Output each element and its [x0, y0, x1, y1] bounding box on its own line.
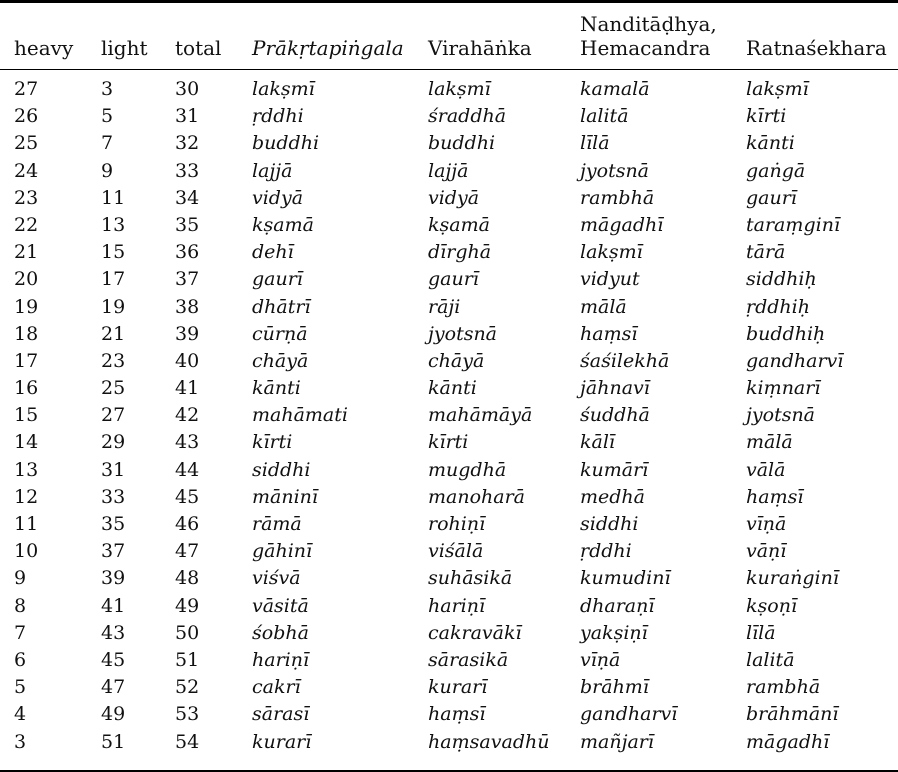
header-nanditadhya-hemacandra [580, 12, 717, 60]
prakrtapingala-cell: gaurī [252, 268, 303, 291]
nanditadhya-hemacandra-cell: śuddhā [580, 404, 650, 427]
table-row [0, 511, 898, 538]
virahanka-cell: vidyā [428, 186, 480, 209]
table-row [0, 620, 898, 647]
ratnasekhara-cell: kīrti [746, 105, 787, 128]
total-cell: 33 [175, 159, 200, 182]
prakrtapingala-cell: ṛddhi [252, 105, 304, 128]
total-cell: 44 [175, 458, 200, 481]
table-row [0, 103, 898, 130]
virahanka-cell: haṃsavadhū [428, 730, 550, 753]
table-row [0, 375, 898, 402]
light-cell: 51 [101, 730, 126, 753]
prakrtapingala-cell: māninī [252, 485, 318, 508]
heavy-cell: 10 [14, 540, 39, 563]
heavy-cell: 25 [14, 132, 39, 155]
table-row [0, 185, 898, 212]
virahanka-cell: viśālā [428, 540, 484, 563]
virahanka-cell: dīrghā [428, 241, 492, 264]
header-prakrtapingala: Prākṛtapiṅgala [252, 36, 404, 60]
prakrtapingala-cell: cūrṇā [252, 322, 308, 345]
light-cell: 41 [101, 594, 126, 617]
total-cell: 50 [175, 621, 200, 644]
virahanka-cell: cakravākī [428, 621, 522, 644]
virahanka-cell: sārasikā [428, 648, 509, 671]
virahanka-cell: kurarī [428, 676, 488, 699]
light-cell: 11 [101, 186, 126, 209]
header-light: light [101, 36, 148, 60]
total-cell: 39 [175, 322, 200, 345]
prakrtapingala-cell: viśvā [252, 567, 301, 590]
prakrtapingala-cell: rāmā [252, 513, 302, 535]
total-cell: 40 [175, 349, 200, 372]
virahanka-cell: kṣamā [428, 213, 490, 236]
prakrtapingala-cell: dehī [252, 241, 294, 264]
virahanka-cell: buddhi [428, 132, 496, 155]
nanditadhya-hemacandra-cell: kālī [580, 431, 615, 454]
table-row [0, 294, 898, 321]
heavy-cell: 3 [14, 730, 27, 753]
heavy-cell: 14 [14, 431, 39, 454]
prakrtapingala-cell: kurarī [252, 730, 312, 753]
heavy-cell: 17 [14, 349, 39, 372]
virahanka-cell: hariṇī [428, 594, 486, 617]
total-cell: 51 [175, 648, 200, 671]
light-cell: 49 [101, 703, 126, 726]
prakrtapingala-cell: śobhā [252, 621, 309, 644]
heavy-cell: 22 [14, 213, 39, 236]
heavy-cell: 5 [14, 676, 27, 699]
heavy-cell: 8 [14, 594, 27, 617]
nanditadhya-hemacandra-cell: gandharvī [580, 703, 678, 726]
prakrtapingala-cell: vidyā [252, 186, 304, 209]
virahanka-cell: gaurī [428, 268, 479, 291]
table-row [0, 484, 898, 511]
virahanka-cell: rohiṇī [428, 513, 486, 535]
light-cell: 5 [101, 105, 114, 128]
total-cell: 48 [175, 567, 200, 590]
table-row [0, 593, 898, 620]
header-hemacandra: Hemacandra [580, 36, 711, 60]
virahanka-cell: kānti [428, 377, 477, 400]
total-cell: 31 [175, 105, 200, 128]
nanditadhya-hemacandra-cell: ṛddhi [580, 540, 632, 563]
heavy-cell: 13 [14, 458, 39, 481]
light-cell: 3 [101, 78, 114, 100]
table-top-rule [0, 0, 898, 3]
table-header-rule [0, 69, 898, 70]
table-row [0, 647, 898, 674]
light-cell: 21 [101, 322, 126, 345]
virahanka-cell: chāyā [428, 349, 485, 372]
ratnasekhara-cell: gaṅgā [746, 159, 806, 182]
header-total: total [175, 36, 222, 60]
prakrtapingala-cell: lajjā [252, 159, 293, 182]
table-row [0, 565, 898, 592]
light-cell: 31 [101, 458, 126, 481]
light-cell: 13 [101, 213, 126, 236]
prakrtapingala-cell: hariṇī [252, 648, 310, 671]
ratnasekhara-cell: jyotsnā [746, 404, 816, 427]
nanditadhya-hemacandra-cell: rambhā [580, 186, 655, 209]
table-row [0, 76, 898, 103]
ratnasekhara-cell: māgadhī [746, 730, 830, 753]
ratnasekhara-cell: līlā [746, 621, 776, 644]
heavy-cell: 20 [14, 268, 39, 291]
prakrtapingala-cell: sārasī [252, 703, 310, 726]
nanditadhya-hemacandra-cell: medhā [580, 485, 645, 508]
table-row [0, 321, 898, 348]
table-body [0, 76, 898, 756]
total-cell: 52 [175, 676, 200, 699]
nanditadhya-hemacandra-cell: jyotsnā [580, 159, 650, 182]
ratnasekhara-cell: kiṃnarī [746, 377, 821, 400]
prakrtapingala-cell: siddhi [252, 458, 311, 481]
nanditadhya-hemacandra-cell: kumudinī [580, 567, 671, 590]
ratnasekhara-cell: buddhiḥ [746, 322, 826, 345]
heavy-cell: 12 [14, 485, 39, 508]
total-cell: 37 [175, 268, 200, 291]
ratnasekhara-cell: kṣoṇī [746, 594, 798, 617]
virahanka-cell: jyotsnā [428, 322, 498, 345]
heavy-cell: 16 [14, 377, 39, 400]
heavy-cell: 19 [14, 295, 39, 318]
heavy-cell: 26 [14, 105, 39, 128]
nanditadhya-hemacandra-cell: lakṣmī [580, 241, 643, 264]
heavy-cell: 9 [14, 567, 27, 590]
nanditadhya-hemacandra-cell: jāhnavī [580, 377, 650, 400]
heavy-cell: 15 [14, 404, 39, 427]
total-cell: 34 [175, 186, 200, 209]
total-cell: 36 [175, 241, 200, 264]
nanditadhya-hemacandra-cell: kumārī [580, 458, 649, 481]
ratnasekhara-cell: mālā [746, 431, 793, 454]
prakrtapingala-cell: kānti [252, 377, 301, 400]
light-cell: 9 [101, 159, 114, 182]
light-cell: 25 [101, 377, 126, 400]
virahanka-cell: śraddhā [428, 105, 507, 128]
light-cell: 33 [101, 485, 126, 508]
nanditadhya-hemacandra-cell: līlā [580, 132, 610, 155]
light-cell: 45 [101, 648, 126, 671]
nanditadhya-hemacandra-cell: mañjarī [580, 730, 654, 753]
ratnasekhara-cell: kānti [746, 132, 795, 155]
heavy-cell: 4 [14, 703, 27, 726]
table-row [0, 212, 898, 239]
prakrtapingala-cell: cakrī [252, 676, 301, 699]
ratnasekhara-cell: tārā [746, 241, 786, 264]
heavy-cell: 6 [14, 648, 27, 671]
virahanka-cell: kīrti [428, 431, 469, 454]
table-row [0, 266, 898, 293]
heavy-cell: 21 [14, 241, 39, 264]
ratnasekhara-cell: ṛddhiḥ [746, 295, 810, 318]
light-cell: 23 [101, 349, 126, 372]
prakrtapingala-cell: mahāmati [252, 404, 348, 427]
virahanka-cell: manoharā [428, 485, 525, 508]
total-cell: 43 [175, 431, 200, 454]
total-cell: 38 [175, 295, 200, 318]
table-row [0, 674, 898, 701]
table-header [0, 8, 898, 66]
light-cell: 19 [101, 295, 126, 318]
table-row [0, 538, 898, 565]
nanditadhya-hemacandra-cell: haṃsī [580, 322, 638, 345]
table-row [0, 701, 898, 728]
prakrtapingala-cell: lakṣmī [252, 78, 315, 100]
virahanka-cell: mahāmāyā [428, 404, 533, 427]
prakrtapingala-cell: vāsitā [252, 594, 309, 617]
nanditadhya-hemacandra-cell: lalitā [580, 105, 629, 128]
total-cell: 45 [175, 485, 200, 508]
table-row [0, 402, 898, 429]
nanditadhya-hemacandra-cell: dharaṇī [580, 594, 655, 617]
prakrtapingala-cell: buddhi [252, 132, 320, 155]
table-row [0, 729, 898, 756]
table-row [0, 429, 898, 456]
table-row [0, 348, 898, 375]
virahanka-cell: haṃsī [428, 703, 486, 726]
nanditadhya-hemacandra-cell: brāhmī [580, 676, 649, 699]
nanditadhya-hemacandra-cell: mālā [580, 295, 627, 318]
virahanka-cell: lakṣmī [428, 78, 491, 100]
light-cell: 29 [101, 431, 126, 454]
light-cell: 27 [101, 404, 126, 427]
prakrtapingala-cell: gāhinī [252, 540, 313, 563]
total-cell: 54 [175, 730, 200, 753]
heavy-cell: 23 [14, 186, 39, 209]
ratnasekhara-cell: gaurī [746, 186, 797, 209]
ratnasekhara-cell: vīṇā [746, 513, 787, 535]
prakrtapingala-cell: dhātrī [252, 295, 311, 318]
ratnasekhara-cell: vālā [746, 458, 786, 481]
virahanka-cell: mugdhā [428, 458, 507, 481]
table-row [0, 457, 898, 484]
ratnasekhara-cell: lalitā [746, 648, 795, 671]
light-cell: 35 [101, 513, 126, 535]
light-cell: 47 [101, 676, 126, 699]
table-row [0, 130, 898, 157]
heavy-cell: 27 [14, 78, 39, 100]
ratnasekhara-cell: lakṣmī [746, 78, 809, 100]
prakrtapingala-cell: chāyā [252, 349, 309, 372]
ratnasekhara-cell: vāṇī [746, 540, 787, 563]
light-cell: 15 [101, 241, 126, 264]
nanditadhya-hemacandra-cell: kamalā [580, 78, 650, 100]
virahanka-cell: rāji [428, 295, 461, 318]
total-cell: 42 [175, 404, 200, 427]
ratnasekhara-cell: rambhā [746, 676, 821, 699]
header-ratnasekhara: Ratnaśekhara [746, 36, 887, 60]
virahanka-cell: suhāsikā [428, 567, 513, 590]
heavy-cell: 11 [14, 513, 39, 535]
ratnasekhara-cell: haṃsī [746, 485, 804, 508]
nanditadhya-hemacandra-cell: siddhi [580, 513, 639, 535]
light-cell: 7 [101, 132, 114, 155]
nanditadhya-hemacandra-cell: vīṇā [580, 648, 621, 671]
nanditadhya-hemacandra-cell: vidyut [580, 268, 640, 291]
total-cell: 35 [175, 213, 200, 236]
total-cell: 30 [175, 78, 200, 100]
heavy-cell: 7 [14, 621, 27, 644]
heavy-cell: 24 [14, 159, 39, 182]
total-cell: 46 [175, 513, 200, 535]
light-cell: 39 [101, 567, 126, 590]
ratnasekhara-cell: siddhiḥ [746, 268, 817, 291]
header-virahanka: Virahāṅka [428, 36, 532, 60]
light-cell: 17 [101, 268, 126, 291]
nanditadhya-hemacandra-cell: śaśilekhā [580, 349, 670, 372]
header-heavy: heavy [14, 36, 74, 60]
nanditadhya-hemacandra-cell: yakṣiṇī [580, 621, 648, 644]
light-cell: 43 [101, 621, 126, 644]
header-nanditadhya: Nanditāḍhya, [580, 12, 717, 36]
total-cell: 41 [175, 377, 200, 400]
table-row [0, 158, 898, 185]
ratnasekhara-cell: kuraṅginī [746, 567, 839, 590]
prakrtapingala-cell: kīrti [252, 431, 293, 454]
prakrtapingala-cell: kṣamā [252, 213, 314, 236]
total-cell: 32 [175, 132, 200, 155]
total-cell: 47 [175, 540, 200, 563]
ratnasekhara-cell: taraṃginī [746, 213, 841, 236]
nanditadhya-hemacandra-cell: māgadhī [580, 213, 664, 236]
virahanka-cell: lajjā [428, 159, 469, 182]
ratnasekhara-cell: brāhmānī [746, 703, 839, 726]
light-cell: 37 [101, 540, 126, 563]
heavy-cell: 18 [14, 322, 39, 345]
table-row [0, 239, 898, 266]
ratnasekhara-cell: gandharvī [746, 349, 844, 372]
total-cell: 53 [175, 703, 200, 726]
total-cell: 49 [175, 594, 200, 617]
